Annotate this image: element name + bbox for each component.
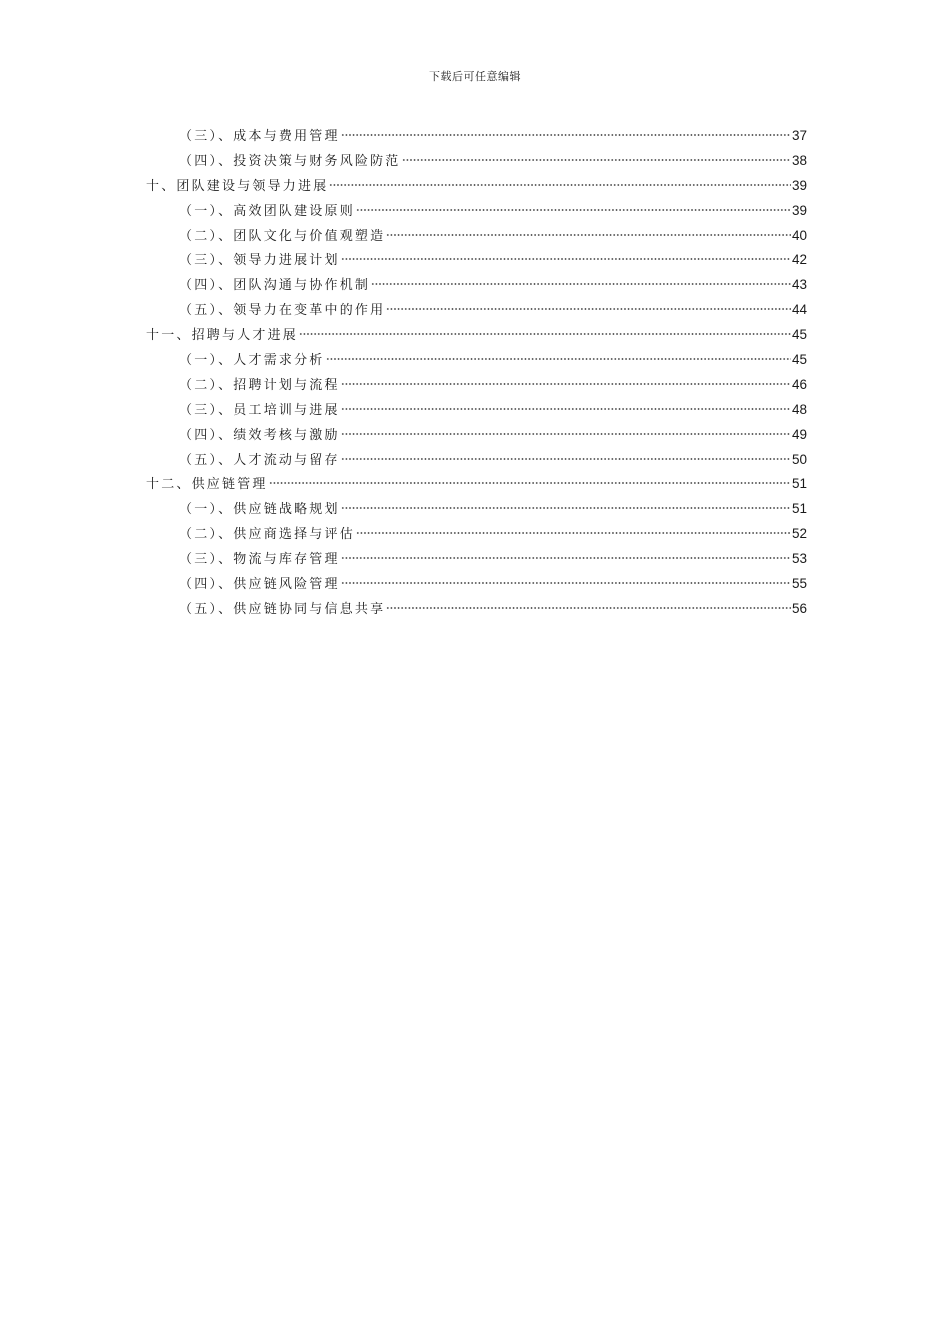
toc-page-number: 55 <box>791 576 807 592</box>
toc-page-number: 37 <box>791 128 807 143</box>
toc-page-number: 51 <box>791 476 807 492</box>
toc-dot-leader <box>341 581 791 585</box>
toc-page-number: 43 <box>791 277 807 293</box>
toc-entry-title: （三）、物流与库存管理 <box>179 552 340 568</box>
toc-entry-title: （四）、供应链风险管理 <box>179 577 340 593</box>
table-of-contents <box>146 126 807 624</box>
toc-section-entry[interactable] <box>146 425 807 450</box>
toc-entry-title: 十一、招聘与人才进展 <box>146 328 299 344</box>
toc-dot-leader <box>371 282 791 286</box>
toc-page-number: 40 <box>791 227 807 243</box>
toc-page-number: 39 <box>791 202 807 218</box>
toc-page-number: 48 <box>791 401 807 417</box>
toc-dot-leader <box>386 233 791 237</box>
toc-dot-leader <box>356 208 791 212</box>
toc-dot-leader <box>329 183 791 187</box>
toc-page-number: 44 <box>791 302 807 318</box>
toc-page-number: 46 <box>791 376 807 392</box>
toc-entry-title: （四）、绩效考核与激励 <box>179 427 340 443</box>
toc-entry-title: （五）、供应链协同与信息共享 <box>179 601 386 617</box>
toc-dot-leader <box>341 257 791 261</box>
toc-section-entry[interactable] <box>146 375 807 400</box>
toc-dot-leader <box>341 506 791 510</box>
toc-dot-leader <box>326 357 791 361</box>
toc-entry-title: （一）、供应链战略规划 <box>179 502 340 518</box>
toc-section-entry[interactable] <box>146 574 807 599</box>
toc-entry-title: （一）、高效团队建设原则 <box>179 203 355 219</box>
toc-entry-title: （二）、招聘计划与流程 <box>179 377 340 393</box>
toc-section-entry[interactable] <box>146 275 807 300</box>
toc-chapter-entry[interactable] <box>146 176 807 201</box>
toc-dot-leader <box>341 556 791 560</box>
toc-entry-title: （五）、人才流动与留存 <box>179 452 340 468</box>
toc-page-number: 52 <box>791 526 807 542</box>
toc-page-number: 45 <box>791 352 807 368</box>
toc-section-entry[interactable] <box>146 250 807 275</box>
toc-dot-leader <box>386 606 791 610</box>
toc-entry-title: （一）、人才需求分析 <box>179 353 325 369</box>
toc-entry-title: （四）、投资决策与财务风险防范 <box>179 153 401 169</box>
toc-dot-leader <box>269 481 791 485</box>
toc-page-number: 56 <box>791 600 807 616</box>
page-header: 下载后可任意编辑 <box>429 70 521 83</box>
toc-chapter-entry[interactable] <box>146 474 807 499</box>
toc-section-entry[interactable] <box>146 524 807 549</box>
toc-page-number: 53 <box>791 551 807 567</box>
toc-section-entry[interactable] <box>146 350 807 375</box>
toc-section-entry[interactable] <box>146 599 807 624</box>
toc-section-entry[interactable] <box>146 151 807 176</box>
toc-entry-title: （二）、团队文化与价值观塑造 <box>179 228 386 244</box>
toc-section-entry[interactable] <box>146 400 807 425</box>
toc-entry-title: （三）、员工培训与进展 <box>179 402 340 418</box>
toc-dot-leader <box>402 158 791 162</box>
toc-entry-title: （二）、供应商选择与评估 <box>179 527 355 543</box>
toc-page-number: 51 <box>791 501 807 517</box>
toc-dot-leader <box>299 332 791 336</box>
toc-page-number: 42 <box>791 252 807 268</box>
toc-dot-leader <box>341 382 791 386</box>
toc-page-number: 39 <box>791 177 807 193</box>
toc-dot-leader <box>356 531 791 535</box>
toc-dot-leader <box>341 457 791 461</box>
toc-section-entry[interactable] <box>146 201 807 226</box>
toc-dot-leader <box>341 407 791 411</box>
toc-entry-title: （五）、领导力在变革中的作用 <box>179 303 386 319</box>
toc-section-entry[interactable] <box>146 300 807 325</box>
toc-page-number: 38 <box>791 152 807 168</box>
toc-dot-leader <box>341 432 791 436</box>
toc-entry-title: （四）、团队沟通与协作机制 <box>179 278 371 294</box>
toc-section-entry[interactable] <box>146 499 807 524</box>
toc-section-entry[interactable] <box>146 226 807 251</box>
toc-entry-title: 十、团队建设与领导力进展 <box>146 178 329 194</box>
toc-section-entry[interactable] <box>146 126 807 151</box>
toc-page-number: 50 <box>791 451 807 467</box>
toc-entry-title: 十二、供应链管理 <box>146 477 268 493</box>
toc-entry-title: （三）、成本与费用管理 <box>179 129 340 144</box>
toc-dot-leader <box>341 133 791 137</box>
toc-page-number: 49 <box>791 426 807 442</box>
toc-entry-title: （三）、领导力进展计划 <box>179 253 340 269</box>
toc-dot-leader <box>386 307 791 311</box>
toc-section-entry[interactable] <box>146 549 807 574</box>
toc-chapter-entry[interactable] <box>146 325 807 350</box>
toc-page-number: 45 <box>791 327 807 343</box>
toc-section-entry[interactable] <box>146 450 807 475</box>
